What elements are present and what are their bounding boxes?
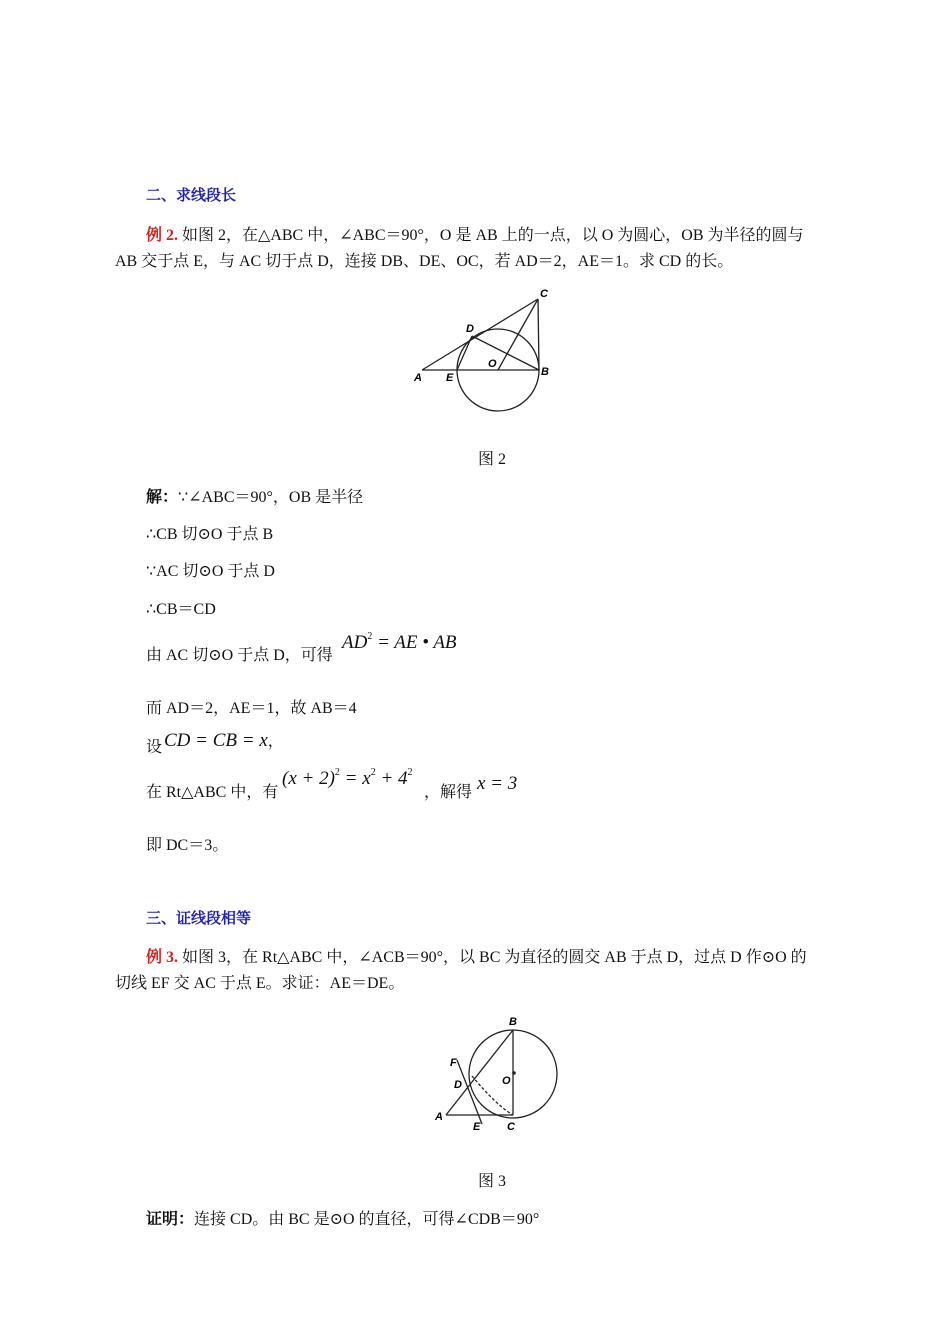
fig3-label-b: B [509,1016,517,1028]
fig3-label-o: O [502,1075,511,1087]
solution-line-1 [146,484,363,507]
formula-ae-ab: = AE • AB [372,632,457,653]
solution-line-8-mid: ，解得 [424,784,473,801]
solution-line-2: ∴CB 切⊙O 于点 B [146,526,274,543]
example-2-text-1: 如图 2，在△ABC 中，∠ABC＝90°，O 是 AB 上的一点，以 O 为圆心，OB 为半径的圆与 [178,227,804,244]
fig3-label-f: F [450,1057,457,1069]
section-heading-2: 二、求线段长 [146,186,237,204]
solution-line-8: 在 Rt△ABC 中，有 [146,784,279,801]
example-2-line-1 [146,222,804,245]
figure-2-caption: 图 2 [478,451,507,468]
formula-4: + 4 [375,768,408,789]
formula-ad-exp: 2 [367,631,373,642]
figure-3 [426,1010,566,1138]
figure-3-caption: 图 3 [478,1173,507,1190]
proof-line-1 [146,1206,539,1229]
formula-exp-3: 2 [407,767,413,778]
solution-line-3: ∵AC 切⊙O 于点 D [146,563,275,580]
fig3-label-a: A [435,1111,443,1123]
figure-2 [410,284,570,416]
example-3-line-1 [146,944,807,967]
solution-label: 解： [146,489,179,506]
formula-cd-cb-comma: ， [267,733,284,750]
fig2-label-c: C [540,288,548,300]
fig3-label-c: C [507,1121,515,1133]
solution-line-4: ∴CB＝CD [146,601,216,618]
section-heading-3: 三、证线段相等 [146,909,252,927]
fig2-label-a: A [414,372,422,384]
solution-line-7 [146,734,162,757]
solution-line-5: 由 AC 切⊙O 于点 D，可得 [146,647,333,664]
fig2-label-o: O [488,358,497,370]
fig2-label-d: D [466,323,474,335]
fig3-label-e: E [473,1121,481,1133]
example-3-label: 例 3. [146,949,179,966]
example-2-line-2: AB 交于点 E，与 AC 切于点 D，连接 DB、DE、OC，若 AD＝2，AE＝1。求 CD 的长。 [115,253,734,270]
proof-text-1: 连接 CD。由 BC 是⊙O 的直径，可得∠CDB＝90° [194,1211,540,1228]
formula-x: = x [339,768,371,789]
formula-x-plus-2: (x + 2) [282,768,335,789]
example-3-text-1: 如图 3，在 Rt△ABC 中，∠ACB＝90°，以 BC 为直径的圆交 AB 于点 D，过点 D 作⊙O 的 [178,949,807,966]
formula-cd-cb-x [164,728,284,752]
solution-text-1: ∵∠ABC＝90°，OB 是半径 [178,489,364,506]
solution-line-6: 而 AD＝2，AE＝1，故 AB＝4 [146,700,357,717]
formula-pythagoras [282,767,413,790]
formula-ad: AD [342,632,368,653]
formula-x-equals-3: x = 3 [477,773,518,794]
formula-ad-squared [342,631,457,654]
example-2-label: 例 2. [146,227,179,244]
formula-exp-2: 2 [370,767,376,778]
fig2-label-b: B [541,366,549,378]
example-3-line-2: 切线 EF 交 AC 于点 E。求证：AE＝DE。 [115,975,405,992]
solution-text-7: 设 [146,739,163,756]
fig3-label-d: D [454,1079,462,1091]
fig2-label-e: E [446,372,454,384]
formula-exp-1: 2 [334,767,340,778]
proof-label: 证明： [146,1211,195,1228]
solution-line-9: 即 DC＝3。 [146,837,229,854]
formula-cd-cb: CD = CB = x [164,730,268,751]
